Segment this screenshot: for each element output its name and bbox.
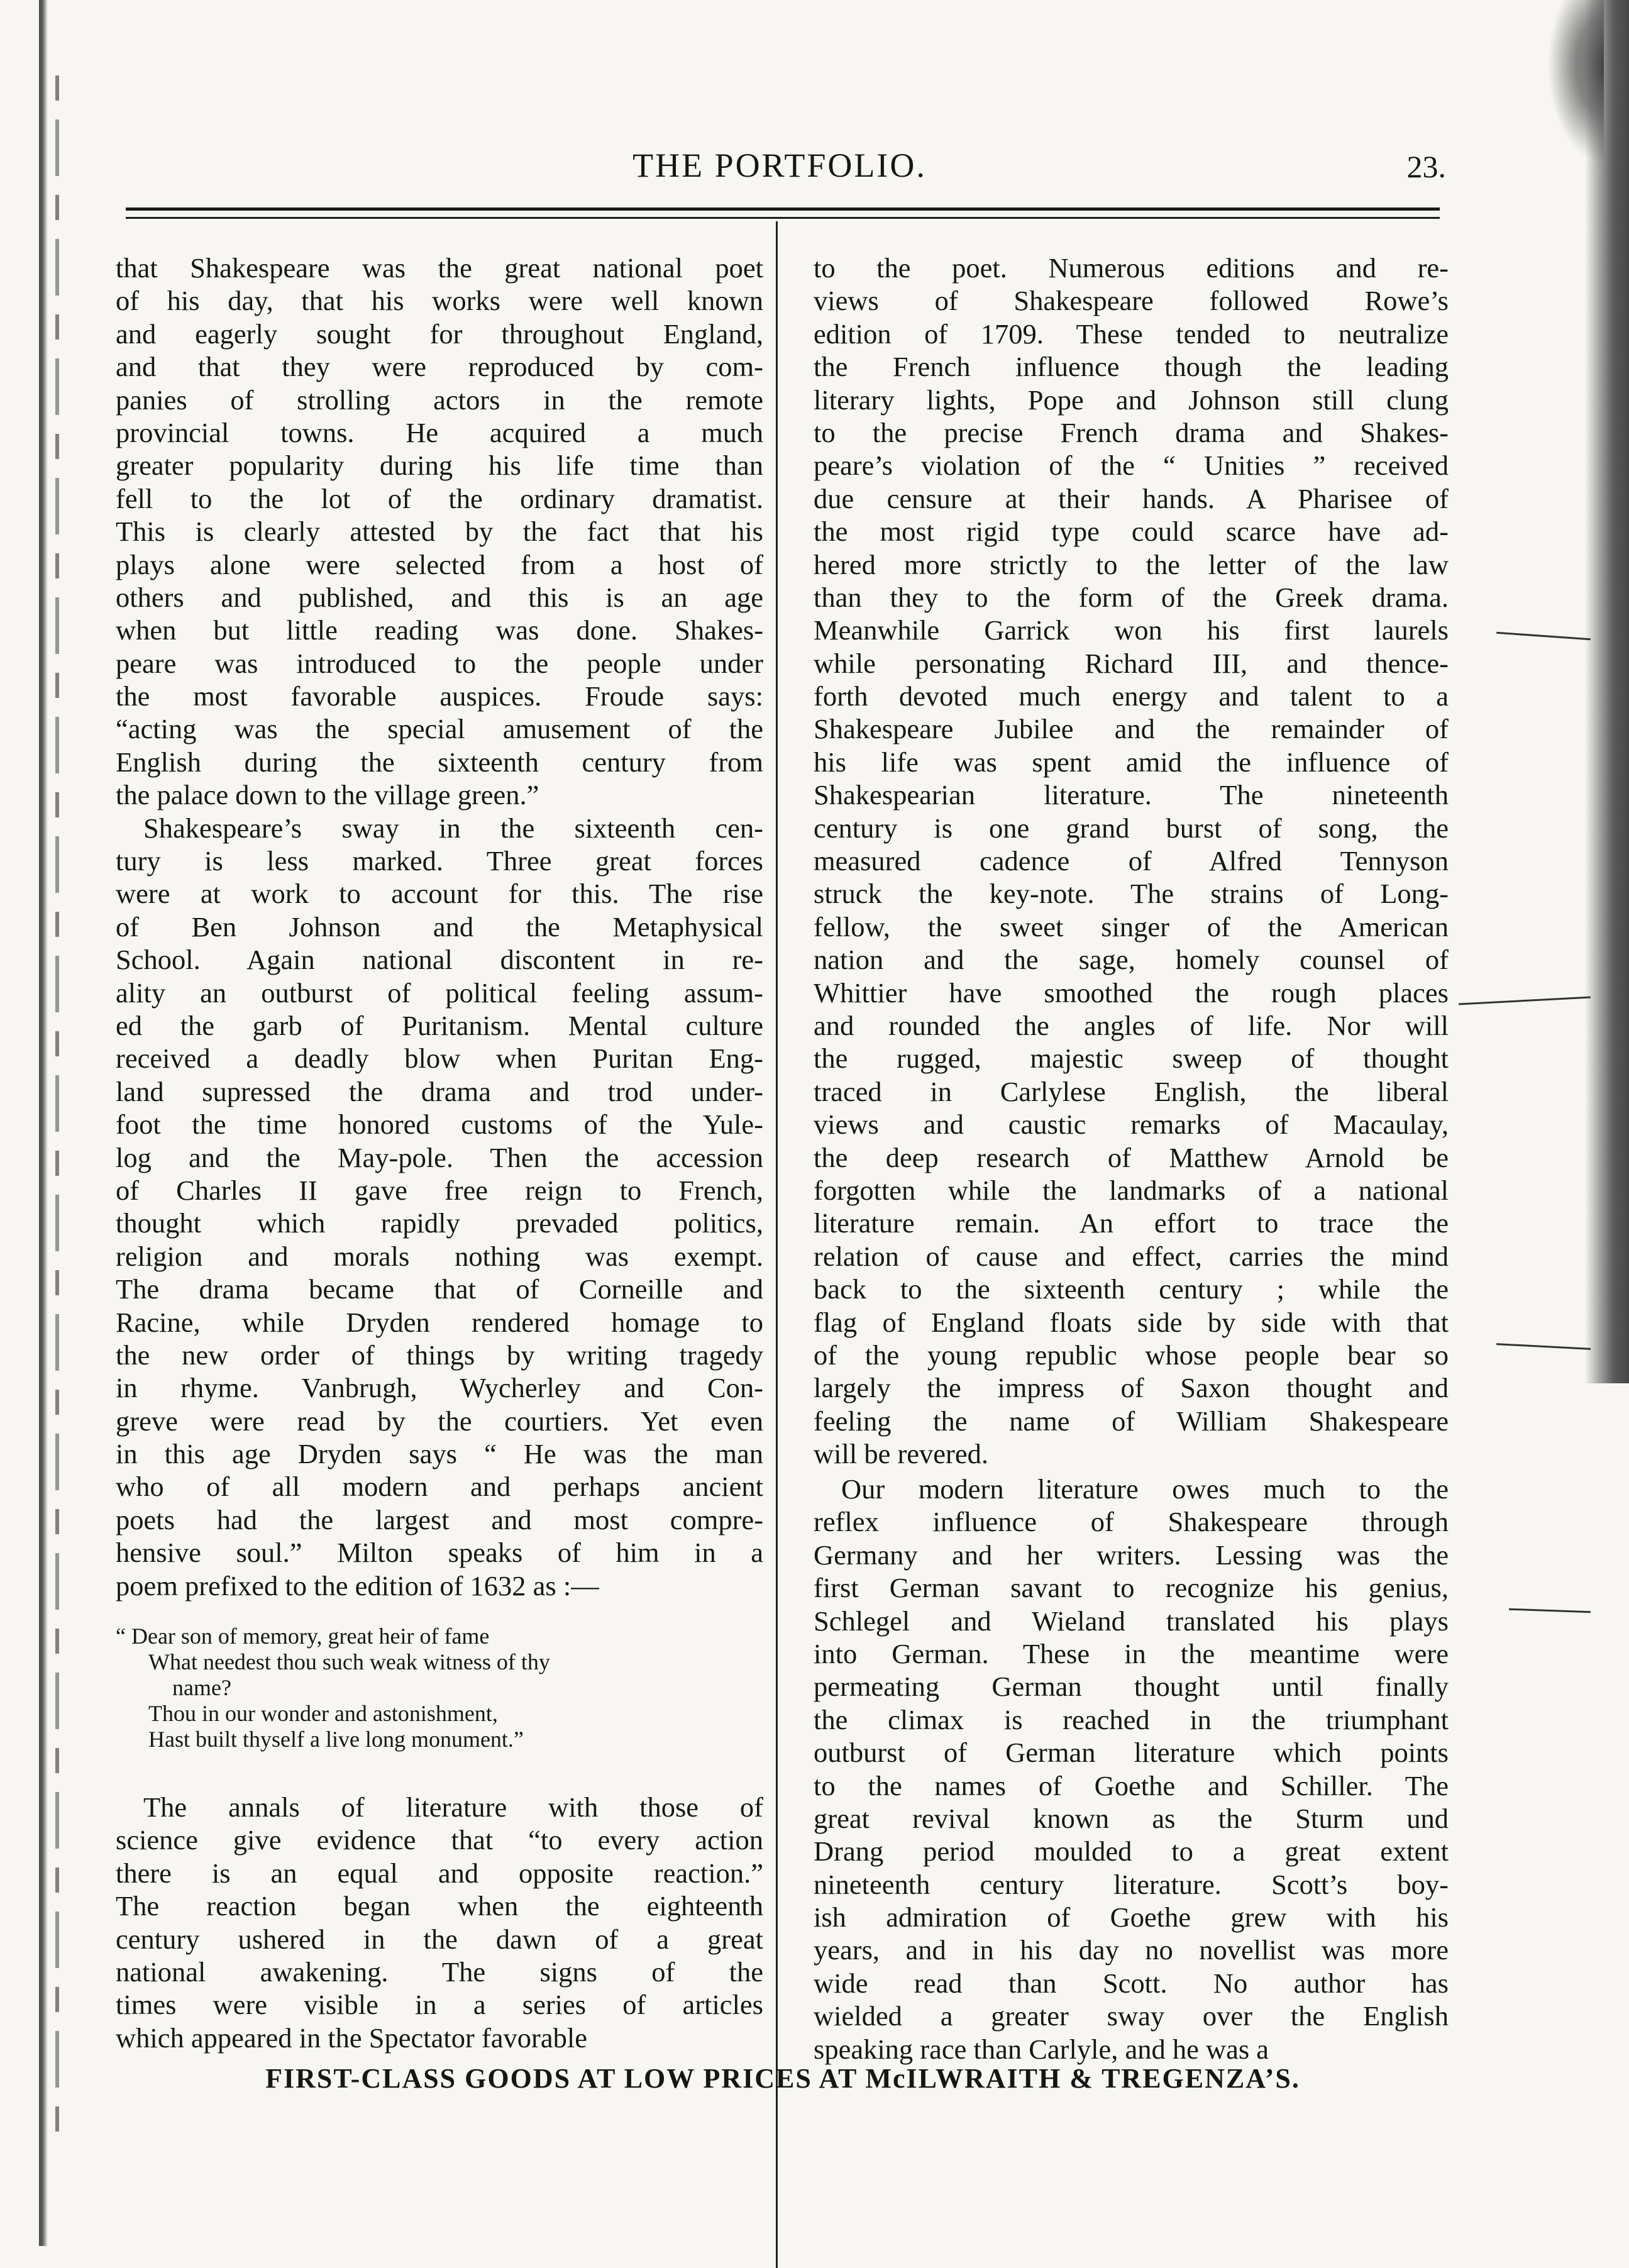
text-line: edition of 1709. These tended to neutralize xyxy=(814,318,1449,350)
text-line: the French influence though the leading xyxy=(814,351,1449,383)
text-line: peare was introduced to the people under xyxy=(116,647,763,679)
scan-edge-right xyxy=(1585,0,1629,1383)
text-line: literature remain. An effort to trace the xyxy=(814,1207,1449,1239)
header-rule-thin xyxy=(126,217,1440,219)
text-line: first German savant to recognize his genius, xyxy=(814,1572,1449,1604)
text-line: and rounded the angles of life. Nor will xyxy=(814,1009,1449,1041)
text-line: relation of cause and effect, carries the mind xyxy=(814,1240,1449,1272)
column-divider xyxy=(776,221,778,2268)
right-column xyxy=(814,252,1449,1470)
text-line: when but little reading was done. Shakes- xyxy=(116,614,763,646)
page-title: THE PORTFOLIO. xyxy=(632,147,927,184)
text-line: Whittier have smoothed the rough places xyxy=(814,976,1449,1009)
margin-mark xyxy=(1459,997,1591,1005)
header-rule xyxy=(126,207,1440,211)
text-line: due censure at their hands. A Pharisee of xyxy=(814,482,1449,514)
text-line: Drang period moulded to a great extent xyxy=(814,1835,1449,1867)
text-line: Racine, while Dryden rendered homage to xyxy=(116,1306,763,1338)
poem-quote xyxy=(116,1624,763,1752)
text-line: The drama became that of Corneille and xyxy=(116,1273,763,1305)
margin-mark xyxy=(1496,632,1591,640)
text-line: than they to the form of the Greek drama. xyxy=(814,581,1449,613)
text-line: feeling the name of William Shakespeare xyxy=(814,1405,1449,1437)
text-line: “acting was the special amusement of the xyxy=(116,713,763,745)
text-line: the climax is reached in the triumphant xyxy=(814,1703,1449,1735)
text-line: speaking race than Carlyle, and he was a xyxy=(814,2033,1269,2065)
text-line: Germany and her writers. Lessing was the xyxy=(814,1539,1449,1571)
text-line: wide read than Scott. No author has xyxy=(814,1967,1449,1999)
text-line: of the young republic whose people bear so xyxy=(814,1339,1449,1371)
text-line: to the poet. Numerous editions and re- xyxy=(814,252,1449,284)
right-column-continued xyxy=(814,1473,1449,2066)
text-line: in this age Dryden says “ He was the man xyxy=(116,1438,763,1470)
text-line: century ushered in the dawn of a great xyxy=(116,1923,763,1955)
text-line: measured cadence of Alfred Tennyson xyxy=(814,845,1449,877)
text-line: there is an equal and opposite reaction.” xyxy=(116,1857,763,1889)
text-line: views and caustic remarks of Macaulay, xyxy=(814,1109,1449,1141)
margin-mark xyxy=(1496,1343,1591,1350)
poem-line: “ Dear son of memory, great heir of fame xyxy=(116,1624,490,1649)
text-line: Meanwhile Garrick won his first laurels xyxy=(814,614,1449,646)
text-line: years, and in his day no novellist was more xyxy=(814,1934,1449,1966)
poem-line: What needest thou such weak witness of thy xyxy=(148,1649,550,1674)
text-line: the most rigid type could scarce have ad- xyxy=(814,516,1449,548)
poem-line: Thou in our wonder and astonishment, xyxy=(148,1701,498,1726)
text-line: land supressed the drama and trod under- xyxy=(116,1075,763,1107)
text-line: fell to the lot of the ordinary dramatist. xyxy=(116,482,763,514)
text-line: struck the key-note. The strains of Long- xyxy=(814,878,1449,910)
text-line: tury is less marked. Three great forces xyxy=(116,845,763,877)
text-line: The reaction began when the eighteenth xyxy=(116,1890,763,1922)
text-line: the rugged, majestic sweep of thought xyxy=(814,1043,1449,1075)
text-line: will be revered. xyxy=(814,1438,988,1470)
text-line: panies of strolling actors in the remote xyxy=(116,384,763,416)
text-line: literary lights, Pope and Johnson still clung xyxy=(814,384,1449,416)
text-line: largely the impress of Saxon thought and xyxy=(814,1372,1449,1404)
text-line: traced in Carlylese English, the liberal xyxy=(814,1075,1449,1107)
text-line: Shakespeare Jubilee and the remainder of xyxy=(814,713,1449,745)
text-line: century is one grand burst of song, the xyxy=(814,812,1449,844)
text-line: log and the May-pole. Then the accession xyxy=(116,1141,763,1173)
text-line: who of all modern and perhaps ancient xyxy=(116,1471,763,1503)
text-line: fellow, the sweet singer of the American xyxy=(814,910,1449,943)
text-line: The annals of literature with those of xyxy=(143,1791,763,1823)
left-column xyxy=(116,252,763,1602)
text-line: plays alone were selected from a host of xyxy=(116,548,763,580)
text-line: poem prefixed to the edition of 1632 as :— xyxy=(116,1569,599,1601)
text-line: flag of England floats side by side with that xyxy=(814,1306,1449,1338)
text-line: ish admiration of Goethe grew with his xyxy=(814,1901,1449,1933)
text-line: back to the sixteenth century ; while the xyxy=(814,1273,1449,1305)
text-line: to the precise French drama and Shakes- xyxy=(814,416,1449,448)
text-line: the palace down to the village green.” xyxy=(116,779,539,811)
text-line: hensive soul.” Milton speaks of him in a xyxy=(116,1537,763,1569)
text-line: outburst of German literature which points xyxy=(814,1737,1449,1769)
text-line: science give evidence that “to every action xyxy=(116,1824,763,1856)
text-line: permeating German thought until finally xyxy=(814,1671,1449,1703)
text-line: English during the sixteenth century from xyxy=(116,746,763,778)
text-line: forgotten while the landmarks of a national xyxy=(814,1174,1449,1206)
scan-edge-left xyxy=(39,0,48,2246)
text-line: that Shakespeare was the great national poet xyxy=(116,252,763,284)
text-line: were at work to account for this. The rise xyxy=(116,878,763,910)
text-line: of his day, that his works were well known xyxy=(116,285,763,317)
text-line: his life was spent amid the influence of xyxy=(814,746,1449,778)
poem-line: name? xyxy=(172,1675,231,1700)
text-line: Schlegel and Wieland translated his plays xyxy=(814,1605,1449,1637)
advertisement-footer: FIRST-CLASS GOODS AT LOW PRICES AT McILWRAITH & TREGENZA’S. xyxy=(265,2063,1300,2094)
text-line: ality an outburst of political feeling assum- xyxy=(116,976,763,1009)
text-line: ed the garb of Puritanism. Mental culture xyxy=(116,1009,763,1041)
poem-line: Hast built thyself a live long monument.” xyxy=(148,1727,524,1752)
text-line: hered more strictly to the letter of the law xyxy=(814,548,1449,580)
text-line: foot the time honored customs of the Yule- xyxy=(116,1109,763,1141)
page-number: 23. xyxy=(1406,149,1446,184)
text-line: of Charles II gave free reign to French, xyxy=(116,1174,763,1206)
text-line: greve were read by the courtiers. Yet even xyxy=(116,1405,763,1437)
text-line: to the names of Goethe and Schiller. The xyxy=(814,1769,1449,1801)
text-line: into German. These in the meantime were xyxy=(814,1637,1449,1669)
scan-smudge-top-right xyxy=(1547,0,1604,163)
text-line: nineteenth century literature. Scott’s boy- xyxy=(814,1868,1449,1900)
text-line: nation and the sage, homely counsel of xyxy=(814,944,1449,976)
page-header xyxy=(113,146,1446,202)
text-line: the new order of things by writing tragedy xyxy=(116,1339,763,1371)
margin-mark xyxy=(1509,1608,1591,1613)
text-line: the most favorable auspices. Froude says: xyxy=(116,680,763,712)
text-line: views of Shakespeare followed Rowe’s xyxy=(814,285,1449,317)
text-line: and eagerly sought for throughout England, xyxy=(116,318,763,350)
text-line: School. Again national discontent in re- xyxy=(116,944,763,976)
text-line: Shakespearian literature. The nineteenth xyxy=(814,779,1449,811)
text-line: Our modern literature owes much to the xyxy=(841,1473,1449,1505)
text-line: which appeared in the Spectator favorable xyxy=(116,2022,587,2054)
text-line: received a deadly blow when Puritan Eng- xyxy=(116,1043,763,1075)
text-line: wielded a greater sway over the English xyxy=(814,2000,1449,2032)
text-line: religion and morals nothing was exempt. xyxy=(116,1240,763,1272)
text-line: and that they were reproduced by com- xyxy=(116,351,763,383)
left-column-continued xyxy=(116,1791,763,2054)
text-line: others and published, and this is an age xyxy=(116,581,763,613)
text-line: peare’s violation of the “ Unities ” received xyxy=(814,450,1449,482)
text-line: reflex influence of Shakespeare through xyxy=(814,1506,1449,1538)
scan-edge-left-inner xyxy=(55,75,59,2150)
text-line: Shakespeare’s sway in the sixteenth cen- xyxy=(143,812,763,844)
text-line: while personating Richard III, and thence- xyxy=(814,647,1449,679)
text-line: of Ben Johnson and the Metaphysical xyxy=(116,910,763,943)
text-line: in rhyme. Vanbrugh, Wycherley and Con- xyxy=(116,1372,763,1404)
text-line: provincial towns. He acquired a much xyxy=(116,416,763,448)
text-line: poets had the largest and most compre- xyxy=(116,1503,763,1535)
text-line: This is clearly attested by the fact that his xyxy=(116,516,763,548)
text-line: greater popularity during his life time than xyxy=(116,450,763,482)
text-line: thought which rapidly prevaded politics, xyxy=(116,1207,763,1239)
text-line: times were visible in a series of articles xyxy=(116,1989,763,2021)
text-line: forth devoted much energy and talent to a xyxy=(814,680,1449,712)
text-line: national awakening. The signs of the xyxy=(116,1955,763,1988)
text-line: the deep research of Matthew Arnold be xyxy=(814,1141,1449,1173)
text-line: great revival known as the Sturm und xyxy=(814,1802,1449,1834)
